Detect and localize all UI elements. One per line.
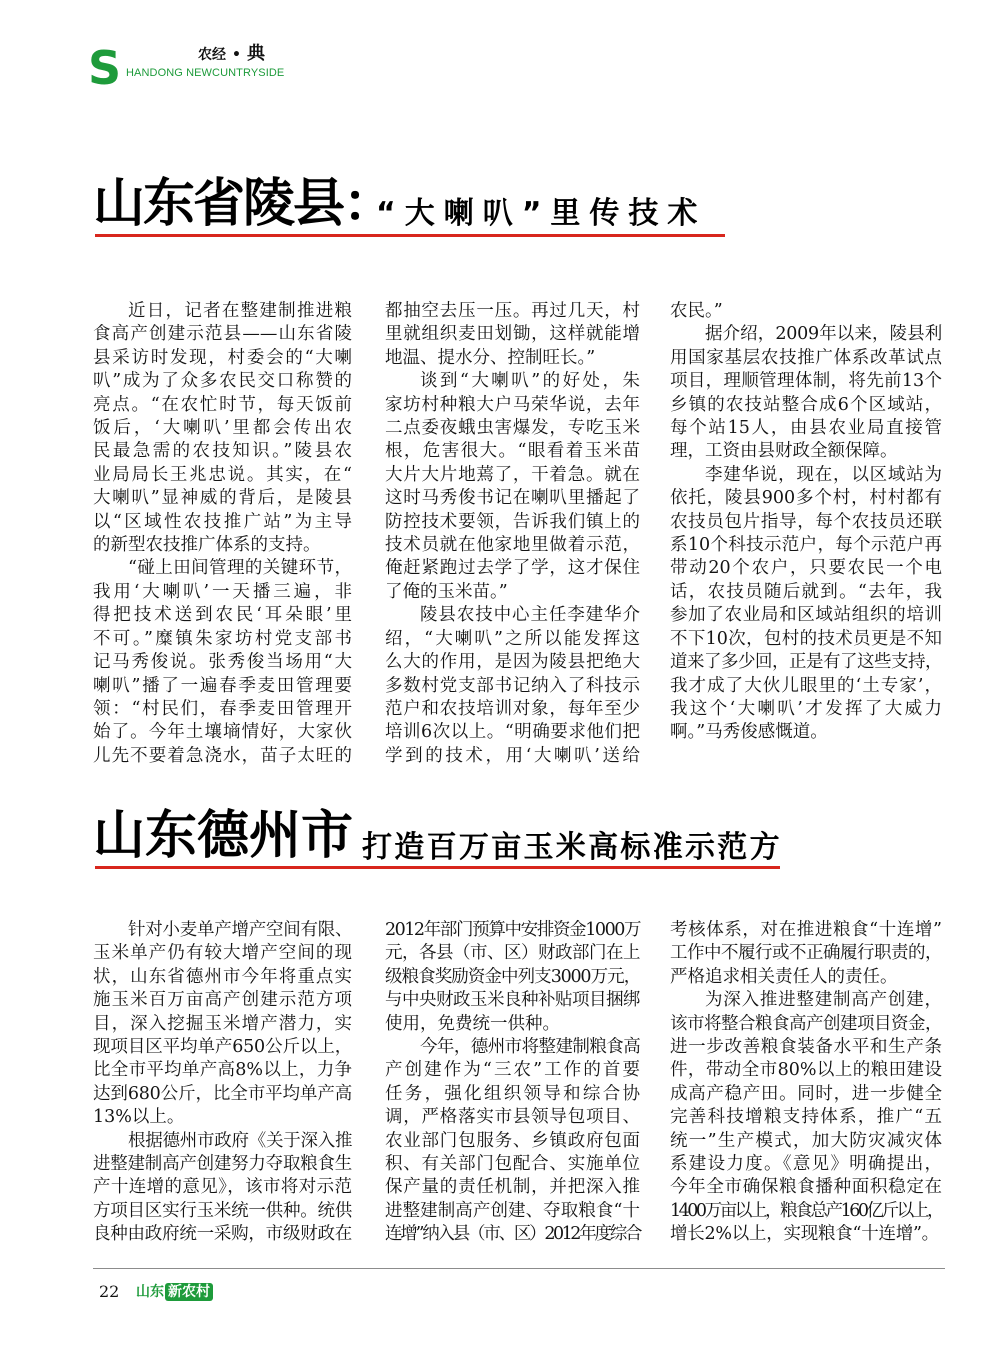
article-2-column-3 xyxy=(670,919,942,1247)
text-line: 参加了农业局和区域站组织的培训 xyxy=(670,605,942,626)
text-line: 2012年部门预算中安排资金1000万 xyxy=(385,920,640,940)
text-line: 食高产创建示范县——山东省陵 xyxy=(93,324,352,345)
text-line: 么大的作用，是因为陵县把绝大 xyxy=(385,652,640,673)
text-line: 比全市平均单产高8%以上，力争 xyxy=(93,1060,352,1081)
text-line: 保产量的责任机制，并把深入推 xyxy=(385,1177,640,1198)
text-line: 产创建作为“三农”工作的首要 xyxy=(385,1060,640,1081)
brand-logo-letter: S xyxy=(88,41,122,95)
text-line: 始了。今年土壤墒情好，大家伙 xyxy=(93,722,352,743)
text-line: “碰上田间管理的关键环节， xyxy=(128,558,352,579)
text-line: 话，农技员随后就到。“去年，我 xyxy=(670,581,942,602)
text-line: 亮点。“在农忙时节，每天饭前 xyxy=(93,394,352,415)
text-line: 理，工资由县财政全额保障。 xyxy=(670,441,898,462)
headline-1-main: 山东省陵县： xyxy=(93,174,394,234)
text-line: 不下10次，包村的技术员更是不知 xyxy=(670,628,942,649)
text-line: 根，危害很大。“眼看着玉米苗 xyxy=(385,441,640,462)
text-line: 了俺的玉米苗。” xyxy=(385,581,508,602)
text-line: 啊。”马秀俊感慨道。 xyxy=(670,722,828,743)
text-line: 据介绍，2009年以来，陵县利 xyxy=(705,324,942,345)
text-line: 都抽空去压一压。再过几天，村 xyxy=(385,301,640,321)
text-line: 大片大片地蔫了，干着急。就在 xyxy=(385,464,640,485)
text-line: 地温、提水分、控制旺长。” xyxy=(385,347,596,368)
footer-brand-a: 山东 xyxy=(136,1284,164,1300)
text-line: 为深入推进整建制高产创建， xyxy=(705,990,942,1011)
text-line: 领：“村民们，春季麦田管理开 xyxy=(93,698,352,719)
text-line: 近日，记者在整建制推进粮 xyxy=(128,301,352,321)
text-line: 积、有关部门包配合、实施单位 xyxy=(385,1154,640,1175)
text-line: 里就组织麦田划锄，这样就能增 xyxy=(385,324,640,345)
text-line: 玉米单产仍有较大增产空间的现 xyxy=(93,943,352,964)
text-line: 记马秀俊说。张秀俊当场用“大 xyxy=(93,652,352,673)
text-line: 达到680公斤，比全市平均单产高 xyxy=(93,1083,352,1104)
text-line: 防控技术要领，告诉我们镇上的 xyxy=(385,511,640,532)
text-line: 乡镇的农技站整合成6个区域站， xyxy=(670,394,942,415)
text-line: 使用，免费统一供种。 xyxy=(385,1013,560,1034)
text-line: 调，严格落实市县领导包项目、 xyxy=(385,1107,640,1128)
headline-2-sub: 打造百万亩玉米高标准示范方 xyxy=(362,830,782,865)
article-2-column-2 xyxy=(385,919,640,1247)
text-line: 今年，德州市将整建制粮食高 xyxy=(420,1037,640,1058)
headline-1-underline xyxy=(95,234,725,237)
section-kicker xyxy=(198,44,265,64)
text-line: 每个站15人，由县农业局直接管 xyxy=(670,418,942,439)
text-line: 农业部门包服务、乡镇政府包面 xyxy=(385,1130,640,1151)
text-line: 大喇叭”显神威的背后，是陵县 xyxy=(93,488,352,509)
text-line: 现项目区平均单产650公斤以上， xyxy=(93,1037,352,1058)
text-line: 以“区域性农技推广站”为主导 xyxy=(93,511,352,532)
text-line: 严格追求相关责任人的责任。 xyxy=(670,966,898,987)
text-line: 喇叭”播了一遍春季麦田管理要 xyxy=(93,675,352,696)
text-line: 得把技术送到农民‘耳朵眼’里 xyxy=(93,605,352,626)
text-line: 用国家基层农技推广体系改革试点 xyxy=(670,347,942,368)
text-line: 农技员包片指导，每个农技员还联 xyxy=(670,511,942,532)
text-line: 目，深入挖掘玉米增产潜力，实 xyxy=(93,1013,352,1034)
text-line: 培训6次以上。“明确要求他们把 xyxy=(385,722,640,743)
text-line: 级粮食奖励资金中列支3000万元， xyxy=(385,966,640,987)
headline-2-underline xyxy=(95,866,780,869)
text-line: 多数村党支部书记纳入了科技示 xyxy=(385,675,640,696)
text-line: 饭后，‘大喇叭’里都会传出农 xyxy=(93,418,352,439)
text-line: 我这个‘大喇叭’才发挥了大威力 xyxy=(670,698,942,719)
text-line: 不可。”糜镇朱家坊村党支部书 xyxy=(93,628,352,649)
text-line: 系建设力度。《意见》明确提出， xyxy=(670,1154,942,1175)
text-line: 绍，“大喇叭”之所以能发挥这 xyxy=(385,628,640,649)
text-line: 项目，理顺管理体制，将先前13个 xyxy=(670,371,942,392)
text-line: 谈到“大喇叭”的好处，朱 xyxy=(420,371,640,392)
text-line: 李建华说，现在，以区域站为 xyxy=(705,464,942,485)
footer-rule xyxy=(93,1268,945,1269)
text-line: 业局局长王兆忠说。其实，在“ xyxy=(93,464,352,485)
footer-brand-b: 新农村 xyxy=(165,1283,213,1301)
text-line: 成高产稳产田。同时，进一步健全 xyxy=(670,1083,942,1104)
text-line: 带动20个农户，只要农民一个电 xyxy=(670,558,942,579)
text-line: 方项目区实行玉米统一供种。统供 xyxy=(93,1200,352,1221)
text-line: 范户和农技培训对象，每年至少 xyxy=(385,698,640,719)
text-line: 今年全市确保粮食播种面积稳定在 xyxy=(670,1177,942,1198)
text-line: 县采访时发现，村委会的“大喇 xyxy=(93,347,352,368)
text-line: 家坊村种粮大户马荣华说，去年 xyxy=(385,394,640,415)
text-line: 儿先不要着急浇水，苗子太旺的 xyxy=(93,745,352,766)
headline-2-main: 山东德州市 xyxy=(93,806,354,866)
text-line: 工作中不履行或不正确履行职责的， xyxy=(670,943,942,964)
text-line: 施玉米百万亩高产创建示范方项 xyxy=(93,990,352,1011)
section-kicker-separator: • xyxy=(232,47,241,63)
text-line: 俺赶紧跑过去学了学，这才保住 xyxy=(385,558,640,579)
article-1-column-1 xyxy=(93,300,352,768)
section-kicker-label: 农经 xyxy=(198,47,226,63)
text-line: 依托，陵县900多个村，村村都有 xyxy=(670,488,942,509)
footer-brand-logo xyxy=(136,1283,213,1301)
text-line: 状，山东省德州市今年将重点实 xyxy=(93,966,352,987)
text-line: 的新型农技推广体系的支持。 xyxy=(93,535,321,556)
text-line: 元，各县（市、区）财政部门在上 xyxy=(385,943,640,964)
brand-logo-text: HANDONG NEWCUNTRYSIDE xyxy=(126,67,285,79)
text-line: 进整建制高产创建、夺取粮食“十 xyxy=(385,1200,640,1221)
article-1-column-2 xyxy=(385,300,640,768)
text-line: 根据德州市政府《关于深入推 xyxy=(128,1130,352,1151)
text-line: 良种由政府统一采购，市级财政在 xyxy=(93,1224,352,1245)
text-line: 针对小麦单产增产空间有限、 xyxy=(128,920,352,940)
text-line: 连增”纳入县（市、区）2012年度综合 xyxy=(385,1224,640,1245)
text-line: 13%以上。 xyxy=(93,1107,185,1128)
text-line: 系10个科技示范户，每个示范户再 xyxy=(670,535,942,556)
text-line: 增长2%以上，实现粮食“十连增”。 xyxy=(670,1224,939,1245)
text-line: 进整建制高产创建努力夺取粮食生 xyxy=(93,1154,352,1175)
text-line: 学到的技术，用‘大喇叭’送给 xyxy=(385,745,640,766)
text-line: 民最急需的农技知识。”陵县农 xyxy=(93,441,352,462)
text-line: 该市将整合粮食高产创建项目资金， xyxy=(670,1013,942,1034)
page-number: 22 xyxy=(99,1282,120,1301)
text-line: 叭”成为了众多农民交口称赞的 xyxy=(93,371,352,392)
text-line: 农民。” xyxy=(670,301,723,321)
text-line: 陵县农技中心主任李建华介 xyxy=(420,605,640,626)
text-line: 完善科技增粮支持体系，推广“五 xyxy=(670,1107,942,1128)
text-line: 我用‘大喇叭’一天播三遍，非 xyxy=(93,581,352,602)
text-line: 这时马秀俊书记在喇叭里播起了 xyxy=(385,488,640,509)
text-line: 二点委夜蛾虫害爆发，专吃玉米 xyxy=(385,418,640,439)
text-line: 考核体系，对在推进粮食“十连增” xyxy=(670,920,942,940)
text-line: 统一”生产模式，加大防灾减灾体 xyxy=(670,1130,942,1151)
text-line: 我才成了大伙儿眼里的‘土专家’， xyxy=(670,675,942,696)
section-kicker-mark: 典 xyxy=(246,43,265,64)
article-1-column-3 xyxy=(670,300,942,745)
article-2-column-1 xyxy=(93,919,352,1247)
text-line: 进一步改善粮食装备水平和生产条 xyxy=(670,1037,942,1058)
text-line: 1400万亩以上，粮食总产160亿斤以上， xyxy=(670,1200,942,1221)
text-line: 件，带动全市80%以上的粮田建设 xyxy=(670,1060,942,1081)
text-line: 任务，强化组织领导和综合协 xyxy=(385,1083,640,1104)
text-line: 与中央财政玉米良种补贴项目捆绑 xyxy=(385,990,640,1011)
text-line: 技术员就在他家地里做着示范， xyxy=(385,535,640,556)
text-line: 产十连增的意见》，该市将对示范 xyxy=(93,1177,352,1198)
headline-1-sub: “大喇叭”里传技术 xyxy=(376,196,707,231)
text-line: 道来了多少回，正是有了这些支持， xyxy=(670,652,942,673)
